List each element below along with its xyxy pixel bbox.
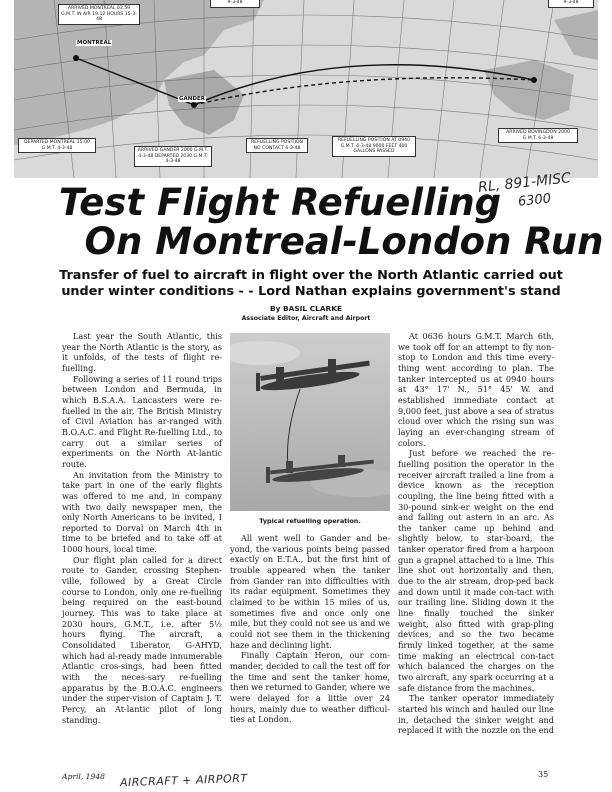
paragraph: Last year the South Atlantic, this year the North Atlantic is the story, as it unfolds, of the tests of flight re-fuelling. <box>62 331 222 373</box>
handwritten-number: 6300 <box>517 191 552 210</box>
paragraph: Just before we reached the re-fuelling position the operator in the receiver aircraft trailed a line from a device known as the reception coupling, the line being fitted with a 30-pound sink-er weight on the end and falling out astern in an arc. As the tanker came up behind and slightly below, to star-board, the tanker operator fired from a harpoon gun a grapnel attached to a line. This line shot out horizontally and then, due to the air stream, drop-ped back and down until it made con-tact with our trailing line. Sliding down it the line finally touched the sinker weight, also fitted with grap-pling devices, and so the two became firmly linked together, at the same time making an electrical con-tact which balanced the charges on the two aircraft, any spark occurring at a safe distance from the machines. <box>398 448 554 693</box>
label-gander: GANDER <box>179 96 205 102</box>
aircraft-illustration <box>230 333 390 511</box>
paragraph: Following a series of 11 round trips between London and Bermuda, in which B.S.A.A. Lancasters were re-fuelled in the air, The British Ministry of Civil Aviation has ar-ranged with B.O.A.C. and Flight Re-fuelling Ltd., to carry out a similar series of experiments on the North At-lantic route. <box>62 373 222 469</box>
corner-label-left: 9-3-48 <box>210 0 260 8</box>
paragraph: The tanker operator immediately started his winch and hauled our line in, detached the sinker weight and replaced it with the nozzle on the end <box>398 693 554 736</box>
box-departed-montreal: DEPARTED MONTREAL 15.00 G.M.T. 4-3-48 <box>18 138 96 153</box>
article-column-3 <box>398 331 554 736</box>
article-column-1 <box>62 331 222 725</box>
photo-caption: Typical refuelling operation. <box>259 517 361 525</box>
refuelling-photo <box>230 333 390 511</box>
corner-label-right: 9-3-48 <box>548 0 594 8</box>
byline: By BASIL CLARKE <box>269 304 343 313</box>
handwritten-catalog-number: RL, 891-MISC <box>477 170 572 196</box>
subheadline: Transfer of fuel to aircraft in flight over the North Atlantic carried out under winter conditions - - Lord Nathan explains government's stand <box>59 268 563 299</box>
box-arrived-gander: ARRIVED GANDER 2000 G.M.T. 4-3-48 DEPARTED 2030 G.M.T. 4-3-48 <box>134 146 212 167</box>
headline-line-2: On Montreal-London Run <box>84 220 604 263</box>
issue-date: April, 1948 <box>62 772 105 781</box>
article-column-2 <box>230 533 390 725</box>
paragraph: At 0636 hours G.M.T. March 6th, we took off for an attempt to fly non-stop to London and this time every-thing went according to plan. The tanker intercepted us at 0940 hours at 43° 17' N., 51° 45' W. and established immediate contact at 9,000 feet, just above a sea of stratus cloud over which the rising sun was laying an ever-changing stream of colors. <box>398 331 554 448</box>
paragraph: Finally Captain Heron, our com-mander, decided to call the test off for the time and sent the tanker home, then we returned to Gander, where we were delayed for a little over 24 hours, mainly due to weather difficul-ties at London. <box>230 650 390 725</box>
box-refuelling-no-contact: REFUELLING POSITION NO CONTACT 6-3-48 <box>246 138 308 153</box>
handwritten-publication: AIRCRAFT + AIRPORT <box>119 771 248 790</box>
headline-line-1: Test Flight Refuelling <box>58 181 502 224</box>
route-map <box>14 0 598 178</box>
box-refuelling-position: REFUELLING POSITION AT 0940 G.M.T. 6-3-48 9000 FEET 400 GALLONS PASSED <box>332 136 416 157</box>
box-arrived-bovingdon: ARRIVED BOVINGDON 2000 G.M.T. 6-3-48 <box>498 128 578 143</box>
label-montreal: MONTREAL <box>77 40 112 46</box>
author-credit: Associate Editor, Aircraft and Airport <box>241 315 371 322</box>
paragraph: All went well to Gander and be-yond, the various points being passed exactly on E.T.A., but the first hint of trouble appeared when the tanker from Gander ran into difficulties with its radar equipment. Sometimes they claimed to be within 15 miles of us, sometimes five and once only one mile, but they could not see us and we could not see them in the thickening haze and declining light. <box>230 533 390 650</box>
paragraph: An invitation from the Ministry to take part in one of the early flights was offered to me and, in company with two daily newspaper men, the only North Americans to be invited, I reported to Dorval on March 4th in time to be briefed and to take off at 1000 hours, local time. <box>62 469 222 555</box>
page-number: 35 <box>538 770 549 779</box>
box-arrived-montreal: ARRIVED MONTREAL 03.59 G.M.T. IN AIR 19.12 HOURS 15-3-48 <box>58 4 140 25</box>
paragraph: Our flight plan called for a direct route to Gander, crossing Stephen-ville, followed by a Great Circle course to London, only one re-fuelling being required on the east-bound journey. This was to take place at 2030 hours, G.M.T., i.e. after 5½ hours flying. The aircraft, a Consolidated Liberator, G-AHYD, which had al-ready made innumerable Atlantic cros-sings, had been fitted with the neces-sary re-fuelling apparatus by the B.O.A.C. engineers under the super-vision of Captain J. T. Percy, an At-lantic pilot of long standing. <box>62 554 222 725</box>
